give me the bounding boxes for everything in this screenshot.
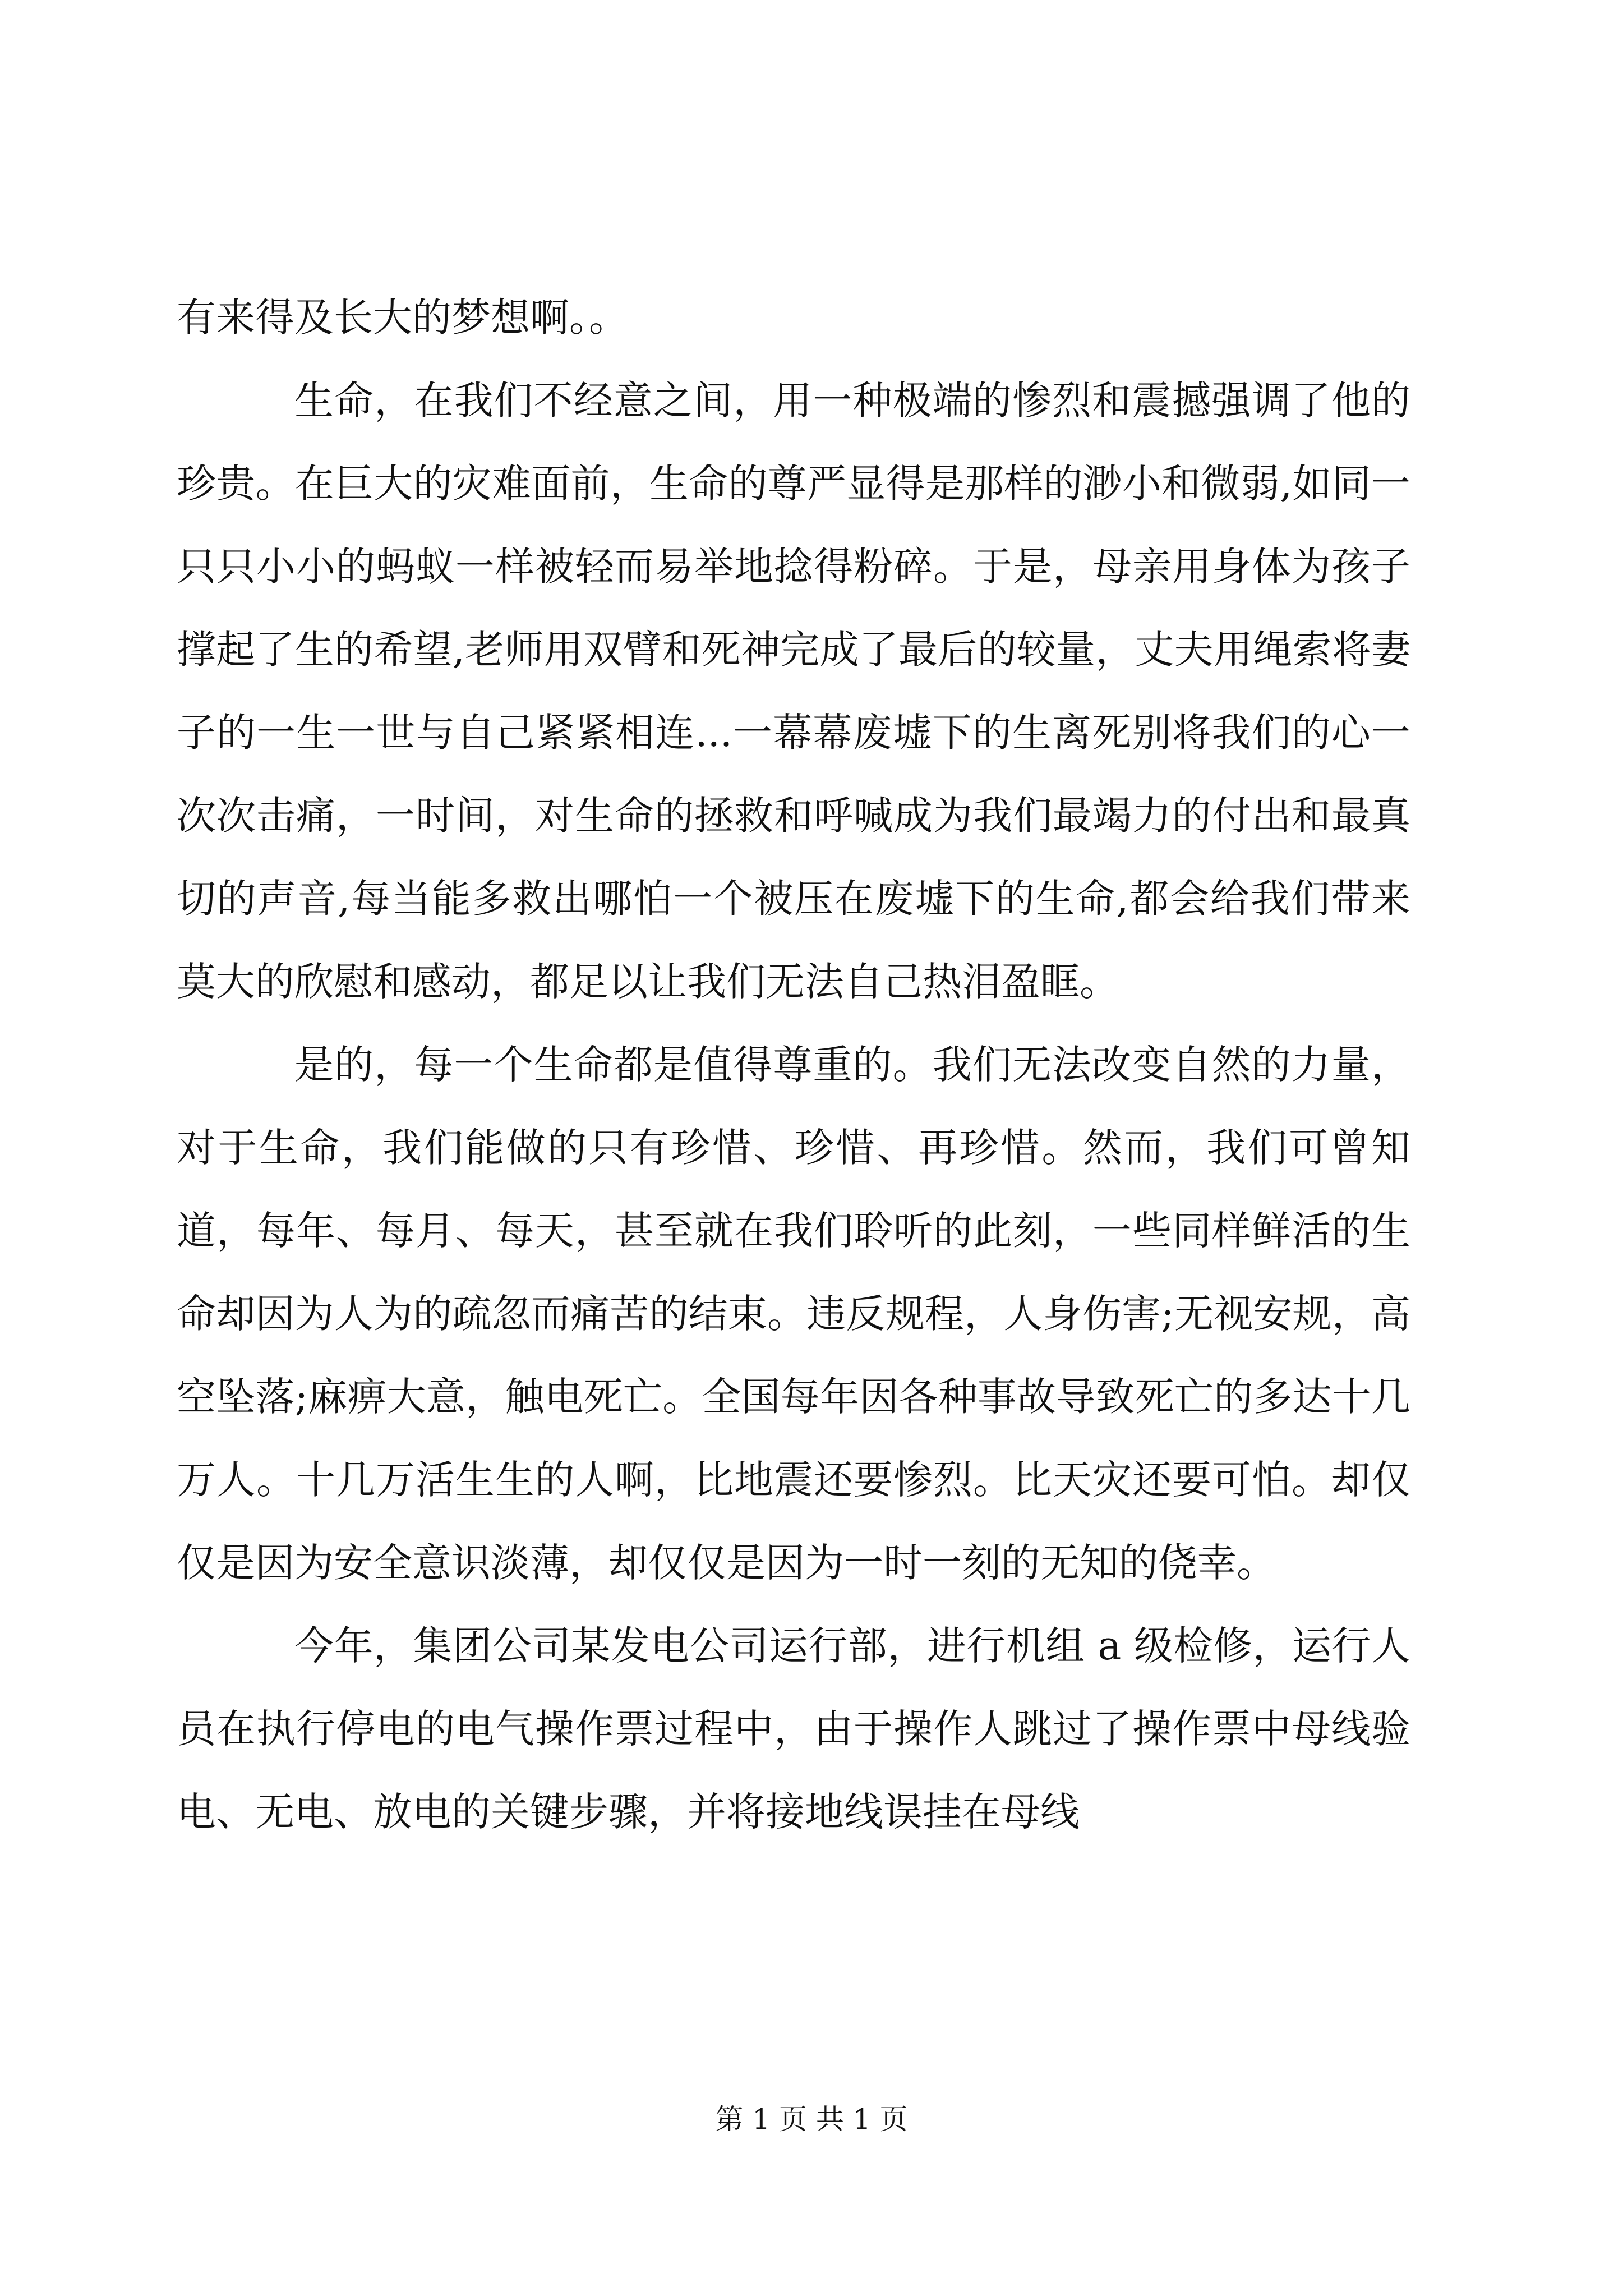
paragraph-1: 有来得及长大的梦想啊。。	[177, 295, 628, 341]
paragraph-3: 是的，每一个生命都是值得尊重的。我们无法改变自然的力量，对于生命，我们能做的只有珍惜、珍惜、再珍惜。然而，我们可曾知道，每年、每月、每天，甚至就在我们聆听的此刻，一些同样鲜活的生命却因为人为的疏忽而痛苦的结束。违反规程，人身伤害;无视安规，高空坠落;麻痹大意，触电死亡。全国每年因各种事故导致死亡的多达十几万人。十几万活生生的人啊，比地震还要惨烈。比天灾还要可怕。却仅仅是因为安全意识淡薄，却仅仅是因为一时一刻的无知的侥幸。	[177, 1042, 1410, 1586]
paragraph-4: 今年，集团公司某发电公司运行部，进行机组 a 级检修，运行人员在执行停电的电气操作票过程中，由于操作人跳过了操作票中母线验电、无电、放电的关键步骤，并将接地线误挂在母线	[177, 1623, 1410, 1835]
document-body	[177, 276, 1410, 1853]
page-footer: 第 1 页 共 1 页	[715, 2103, 908, 2136]
paragraph-2: 生命，在我们不经意之间，用一种极端的惨烈和震撼强调了他的珍贵。在巨大的灾难面前，生命的尊严显得是那样的渺小和微弱,如同一只只小小的蚂蚁一样被轻而易举地捻得粉碎。于是，母亲用身体为孩子撑起了生的希望,老师用双臂和死神完成了最后的较量，丈夫用绳索将妻子的一生一世与自己紧紧相连...一幕幕废墟下的生离死别将我们的心一次次击痛，一时间，对生命的拯救和呼喊成为我们最竭力的付出和最真切的声音,每当能多救出哪怕一个被压在废墟下的生命,都会给我们带来莫大的欣慰和感动，都足以让我们无法自己热泪盈眶。	[177, 378, 1411, 1005]
